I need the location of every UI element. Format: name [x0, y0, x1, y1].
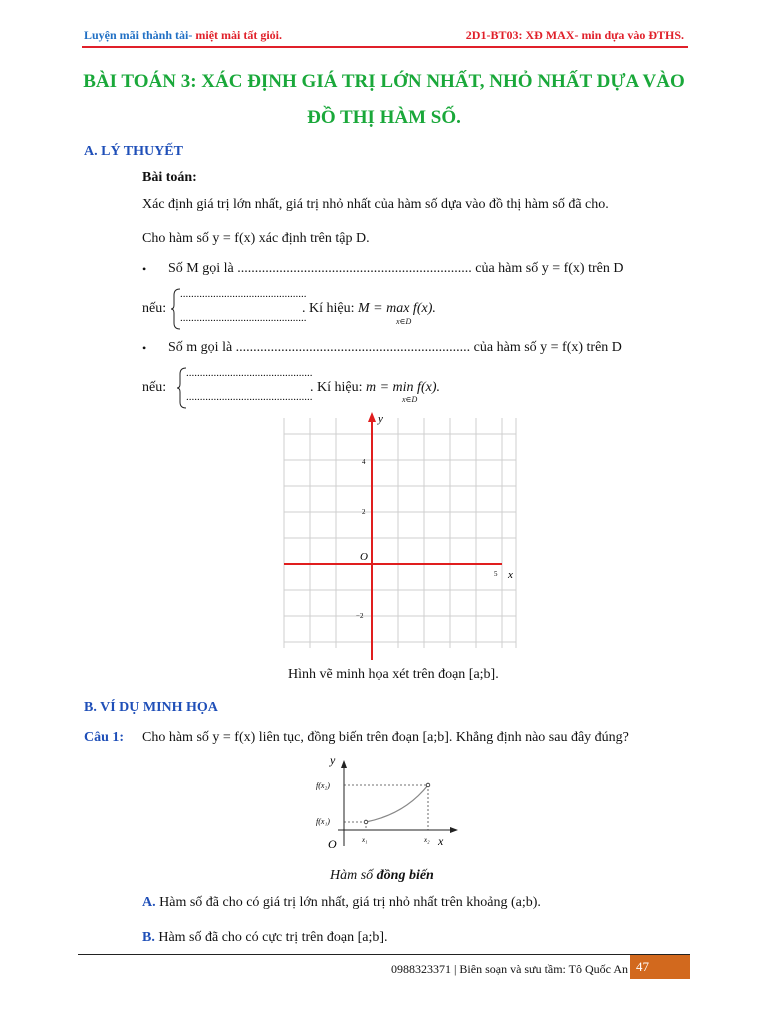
header-left — [84, 28, 282, 43]
option-a[interactable] — [142, 895, 541, 911]
item-1-notation-label: . Kí hiệu: — [302, 301, 355, 316]
item-2-notation — [310, 380, 440, 396]
graph-1-tick-m2: −2 — [356, 612, 364, 620]
item-2-cond-1: .............................................. — [186, 367, 313, 379]
bullet-dot: • — [142, 341, 147, 355]
question-1-text: Cho hàm số y = f(x) liên tục, đồng biến trên đoạn [a;b]. Khẳng định nào sau đây đúng? — [142, 730, 629, 745]
bullet-dot: • — [142, 262, 147, 276]
item-1-start: Số M gọi là — [168, 261, 238, 276]
graph-1-tick-5: 5 — [494, 570, 498, 578]
graph-2-x-label: x — [438, 834, 444, 848]
graph-2-x1-label: x₁ — [362, 836, 368, 844]
title-line-2: ĐỒ THỊ HÀM SỐ. — [307, 107, 461, 128]
page-title — [60, 64, 708, 136]
graph-2-fx1-label: f(x₁) — [316, 817, 330, 826]
graph-1-tick-2: 2 — [362, 508, 366, 516]
section-a-heading: A. LÝ THUYẾT — [84, 144, 183, 159]
option-b-label: B. — [142, 930, 155, 945]
graph-2-point-2 — [426, 783, 430, 787]
header-motto-part1: Luyện mãi thành tài- — [84, 28, 193, 42]
problem-statement: Xác định giá trị lớn nhất, giá trị nhỏ nhất của hàm số dựa vào đồ thị hàm số đã cho. — [142, 197, 609, 212]
item-1-cond-2: .............................................. — [180, 312, 307, 324]
graph-2-origin: O — [328, 837, 337, 851]
bullet-1 — [142, 262, 146, 278]
graph-2-caption — [330, 868, 434, 884]
graph-1-x-label: x — [508, 569, 513, 581]
item-2-line — [168, 340, 622, 356]
option-a-label: A. — [142, 895, 156, 910]
option-b-text: Hàm số đã cho có cực trị trên đoạn [a;b]. — [154, 930, 388, 945]
option-a-text: Hàm số đã cho có giá trị lớn nhất, giá trị nhỏ nhất trên khoảng (a;b). — [155, 895, 541, 910]
graph-2-x2-label: x₂ — [424, 836, 430, 844]
item-2-end: của hàm số y = f(x) trên D — [470, 340, 622, 355]
page-number: 47 — [630, 955, 690, 979]
item-1-notation — [302, 301, 436, 317]
item-2-min-expr: m = min f(x). — [366, 380, 440, 395]
item-1-cond-1: .............................................. — [180, 288, 307, 300]
option-b[interactable] — [142, 930, 388, 946]
footer-credit: 0988323371 | Biên soạn và sưu tầm: Tô Quốc An — [391, 962, 628, 976]
header-motto-part2: miệt mài tất giỏi. — [192, 28, 283, 42]
item-2-subscript: x∈D — [402, 395, 418, 404]
bullet-2 — [142, 341, 146, 357]
graph-1-y-label: y — [378, 413, 383, 425]
header-right — [466, 28, 684, 43]
footer-rule — [78, 954, 690, 955]
graph-2-caption-b: đồng biến — [376, 868, 434, 883]
item-2-cond-2: .............................................. — [186, 391, 313, 403]
item-2-notation-label: . Kí hiệu: — [310, 380, 363, 395]
item-1-max-expr: M = max f(x). — [358, 301, 436, 316]
header-rule — [82, 46, 688, 48]
graph-2-y-arrow — [341, 760, 347, 768]
graph-2-y-label: y — [330, 753, 336, 767]
graph-2-curve — [366, 785, 428, 822]
graph-1-tick-4: 4 — [362, 458, 366, 466]
graph-1-caption: Hình vẽ minh họa xét trên đoạn [a;b]. — [288, 667, 499, 682]
title-line-1: BÀI TOÁN 3: XÁC ĐỊNH GIÁ TRỊ LỚN NHẤT, NHỎ NHẤT DỰA VÀO — [83, 71, 685, 92]
item-2-if: nếu: — [142, 380, 167, 395]
item-1-if: nếu: — [142, 301, 167, 316]
graph-1-grid — [284, 418, 516, 648]
graph-1-origin: O — [360, 551, 368, 563]
item-1-line — [168, 261, 623, 277]
given-function: Cho hàm số y = f(x) xác định trên tập D. — [142, 231, 370, 246]
item-1-end: của hàm số y = f(x) trên D — [471, 261, 624, 276]
graph-2-x-arrow — [450, 827, 458, 833]
graph-2-caption-a: Hàm số — [330, 868, 377, 883]
question-1-label: Câu 1: — [84, 730, 125, 745]
item-1-subscript: x∈D — [396, 317, 412, 326]
header-topic: XĐ MAX- min dựa vào ĐTHS. — [525, 28, 684, 42]
graph-2-fx2-label: f(x₂) — [316, 781, 330, 790]
graph-1 — [280, 410, 520, 662]
header-code: 2D1-BT03: — [465, 28, 526, 42]
item-1-blank: ................................................................... — [237, 261, 472, 276]
graph-2-point-1 — [364, 820, 368, 824]
item-2-start: Số m gọi là — [168, 340, 236, 355]
section-b-heading: B. VÍ DỤ MINH HỌA — [84, 700, 218, 715]
item-2-blank: ................................................................... — [235, 340, 471, 355]
graph-1-y-arrow — [368, 412, 376, 422]
bai-toan-label: Bài toán: — [142, 170, 197, 185]
graph-2 — [300, 752, 460, 852]
